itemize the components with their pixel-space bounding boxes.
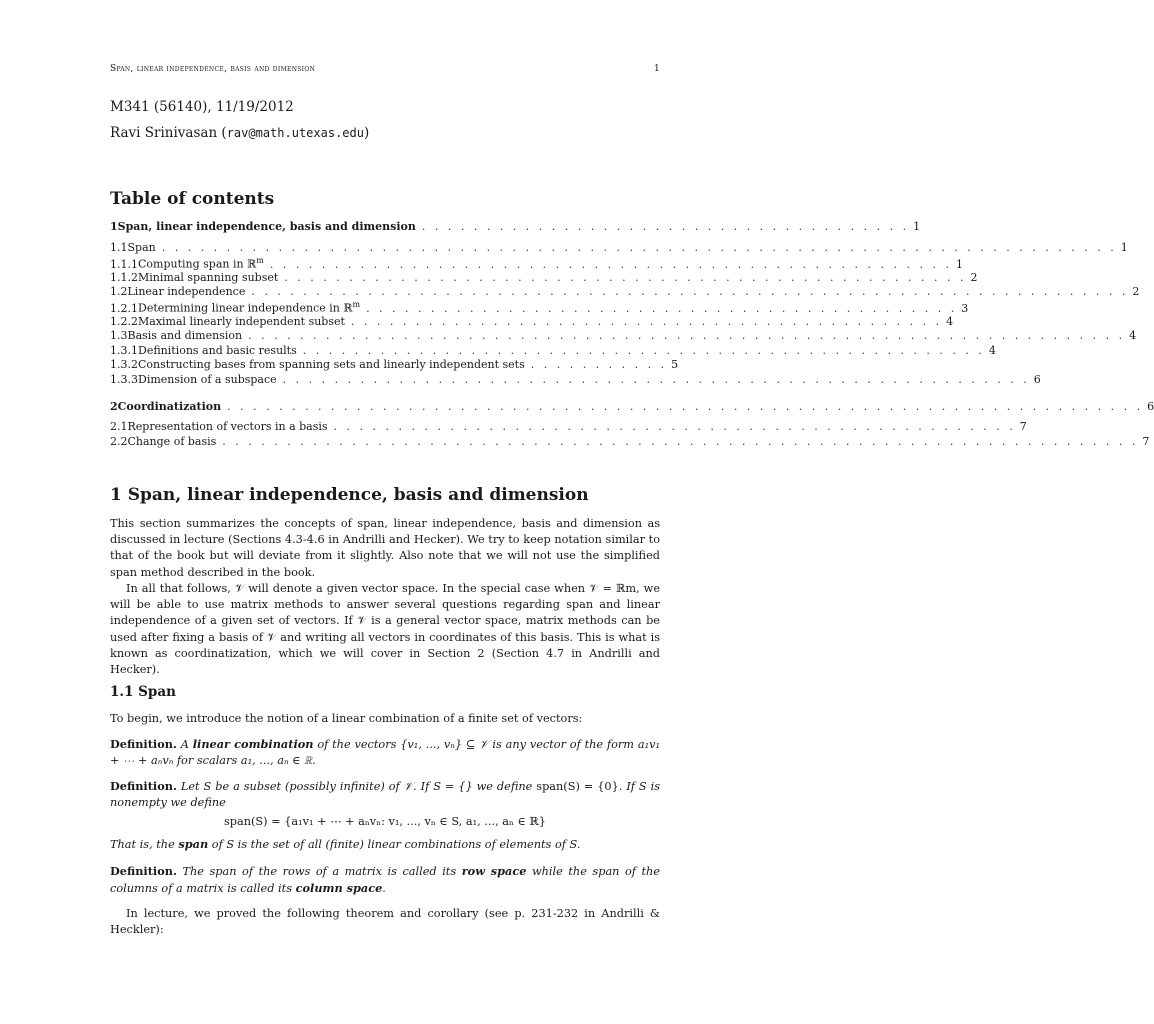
toc-leader: . . . . . . . . . . . . . . . . . . . . . . . . . . . . . . . . . . . . . . . . . . . . . . . . . . . . . . . . . . . . . . . . . . . . . . . . . .	[161, 241, 1117, 254]
toc-page: 6	[1033, 373, 1041, 386]
toc-label: Maximal linearly independent subset	[138, 315, 345, 328]
toc-label: Basis and dimension	[127, 329, 243, 342]
toc-entry[interactable]	[110, 373, 1041, 388]
toc-leader: . . . . . . . . . . . . . . . . . . . . . . . . . . . . . . . . . . . . . . . . . . . . . .	[366, 301, 958, 315]
toc-leader: . . . . . . . . . . . . . . . . . . . . . . . . . . . . . . . . . . . . . . . . . . . . . . . . . . . . . . . . . . . . . . . . . . . .	[248, 329, 1126, 342]
page-number: 1	[653, 64, 660, 74]
definition-span-remark: That is, the span of S is the set of all (finite) linear combinations of elements of S.	[110, 837, 581, 851]
toc-label: Span	[127, 241, 156, 254]
running-title: Span, linear independence, basis and dimension	[110, 64, 316, 74]
toc-num: 1.3.1	[110, 344, 138, 357]
toc-entry[interactable]	[110, 285, 1140, 300]
toc-page: 3	[961, 301, 969, 315]
toc-entry[interactable]	[110, 344, 996, 359]
toc-num: 2	[110, 400, 118, 413]
toc-label: Constructing bases from spanning sets and linearly independent sets	[138, 358, 525, 371]
toc-label: Change of basis	[127, 435, 217, 448]
section-heading: 1 Span, linear independence, basis and dimension	[110, 485, 589, 505]
toc-leader: . . . . . . . . . . . . . . . . . . . . . . . . . . . . . . . . . . . . . . . . . . . . . . . . . . . . .	[333, 420, 1016, 433]
toc-entry[interactable]	[110, 220, 921, 235]
toc-page: 4	[988, 344, 996, 357]
toc-num: 1.3.3	[110, 373, 138, 386]
toc-entry[interactable]	[110, 271, 978, 286]
toc-num: 1.2.2	[110, 315, 138, 328]
toc-label: Minimal spanning subset	[138, 271, 279, 284]
toc-entry[interactable]	[110, 420, 1027, 435]
toc-leader: . . . . . . . . . . . . . . . . . . . . . . . . . . . . . . . . . . . . . . . . . . . . . .	[350, 315, 943, 328]
toc-label: Dimension of a subspace	[138, 373, 277, 386]
toc-leader: . . . . . . . . . . . . . . . . . . . . . . . . . . . . . . . . . . . . . . . . . . . . . . . . . . . . . . . . . .	[282, 373, 1030, 386]
definition-span: Definition. Let S be a subset (possibly infinite) of 𝒱. If S = {} we define span(S) = {0}. If S is nonempty we define	[110, 779, 661, 810]
toc-label: Linear independence	[127, 285, 246, 298]
toc-label: Representation of vectors in a basis	[127, 420, 328, 433]
toc-entry[interactable]	[110, 358, 679, 373]
author-email[interactable]: rav@math.utexas.edu	[226, 126, 364, 140]
toc-label: Definitions and basic results	[138, 344, 297, 357]
toc-page: 1	[1120, 241, 1128, 254]
toc-num: 1.2.1	[110, 301, 138, 315]
toc-page: 6	[1147, 400, 1154, 413]
toc-page: 1	[913, 220, 921, 233]
toc-page: 7	[1142, 435, 1150, 448]
toc-page: 7	[1019, 420, 1027, 433]
course-line: M341 (56140), 11/19/2012	[110, 99, 294, 115]
toc-num: 1.3.2	[110, 358, 138, 371]
toc-page: 4	[946, 315, 954, 328]
toc-leader: . . . . . . . . . . . . . . . . . . . . . . . . . . . . . . . . . . . . . . . . . . . . . . . . . . . . . . . . . . . . . . . . . . . . . . .	[227, 400, 1144, 413]
author-line	[110, 125, 369, 141]
toc-num: 1.3	[110, 329, 128, 342]
toc-leader: . . . . . . . . . . . . . . . . . . . . . . . . . . . . . . . . . . . . . . . . . . . . . . . . . . . . .	[302, 344, 985, 357]
subsection-intro: To begin, we introduce the notion of a linear combination of a finite set of vectors:	[110, 712, 583, 725]
toc-leader: . . . . . . . . . . . . . . . . . . . . . . . . . . . . . . . . . . . . . . . . . . . . . . . . . . . . .	[284, 271, 967, 284]
definition-row-column-space: Definition. The span of the rows of a matrix is called its row space while the span of the columns of a matrix is called its column space.	[110, 864, 661, 896]
toc-num: 1.1.1	[110, 257, 138, 271]
toc-label: Computing span in ℝ$^m$	[138, 256, 264, 271]
toc-num: 1.1	[110, 241, 128, 254]
toc-entry[interactable]	[110, 435, 1150, 450]
toc-entry[interactable]	[110, 315, 954, 330]
toc-leader: . . . . . . . . . . . . . . . . . . . . . . . . . . . . . . . . . . . . . . . . . . . . . . . . . . . . . . . . . . . . . . . . . . . .	[251, 285, 1129, 298]
toc-leader: . . . . . . . . . . . . . . . . . . . . . . . . . . . . . . . . . . . . . . . . . . . . . . . . . . . . .	[269, 257, 952, 271]
author-name: Ravi Srinivasan (	[110, 125, 227, 141]
span-equation: span(S) = {a₁v₁ + ⋯ + aₙvₙ: v₁, ..., vₙ ∈ S, a₁, ..., aₙ ∈ ℝ}	[223, 815, 546, 828]
toc-leader: . . . . . . . . . . . . . . . . . . . . . . . . . . . . . . . . . . . . . . . . . . . . . . . . . . . . . . . . . . . . . . . . . . . . . . .	[222, 435, 1139, 448]
toc-leader: . . . . . . . . . . . . . . . . . . . . . . . . . . . . . . . . . . . . . .	[421, 220, 910, 233]
toc-page: 5	[671, 358, 679, 371]
toc-entry[interactable]	[110, 241, 1128, 256]
definition-linear-combination: Definition. A linear combination of the vectors {v₁, ..., vₙ} ⊆ 𝒱 is any vector of the form a₁v₁ + ⋯ + aₙvₙ for scalars a₁, ..., aₙ ∈ ℝ.	[110, 737, 661, 768]
toc-num: 1.2	[110, 285, 128, 298]
author-close: )	[363, 125, 370, 141]
toc-leader: . . . . . . . . . . .	[530, 358, 668, 371]
toc-entry[interactable]	[110, 300, 969, 315]
toc-page: 4	[1129, 329, 1137, 342]
toc-title: Table of contents	[110, 189, 275, 209]
toc-label: Span, linear independence, basis and dimension	[117, 220, 416, 233]
toc-num: 1.1.2	[110, 271, 138, 284]
section-intro-paragraph: This section summarizes the concepts of span, linear independence, basis and dimension as discussed in lecture (Sections 4.3-4.6 in Andrilli and Hecker). We try to keep notation similar to that of the book but will deviate from it slightly. Also note that we will not use the simplified span method described in the book.	[110, 517, 660, 579]
toc-num: 1	[110, 220, 118, 233]
section-paragraph: In all that follows, 𝒱 will denote a given vector space. In the special case when 𝒱 = ℝm, we will be able to use matrix methods to answer several questions regarding span and linear independence of a given set of vectors. If 𝒱 is a general vector space, matrix methods can be used after fixing a basis of 𝒱 and writing all vectors in coordinates of this basis. This is what is known as coordinatization, which we will cover in Section 2 (Section 4.7 in Andrilli and Hecker).	[110, 582, 660, 677]
toc-entry[interactable]	[110, 256, 963, 271]
toc-label: Determining linear independence in ℝ$^m$	[138, 300, 361, 315]
toc-page: 1	[955, 257, 963, 271]
subsection-heading: 1.1 Span	[110, 684, 176, 700]
toc-num: 2.1	[110, 420, 128, 433]
toc-num: 2.2	[110, 435, 128, 448]
closing-paragraph: In lecture, we proved the following theorem and corollary (see p. 231-232 in Andrilli & Heckler):	[110, 907, 660, 937]
running-head	[110, 64, 660, 74]
toc-page: 2	[1132, 285, 1140, 298]
toc-page: 2	[970, 271, 978, 284]
toc-label: Coordinatization	[117, 400, 222, 413]
toc-entry[interactable]	[110, 329, 1137, 344]
toc-entry[interactable]	[110, 400, 1154, 415]
